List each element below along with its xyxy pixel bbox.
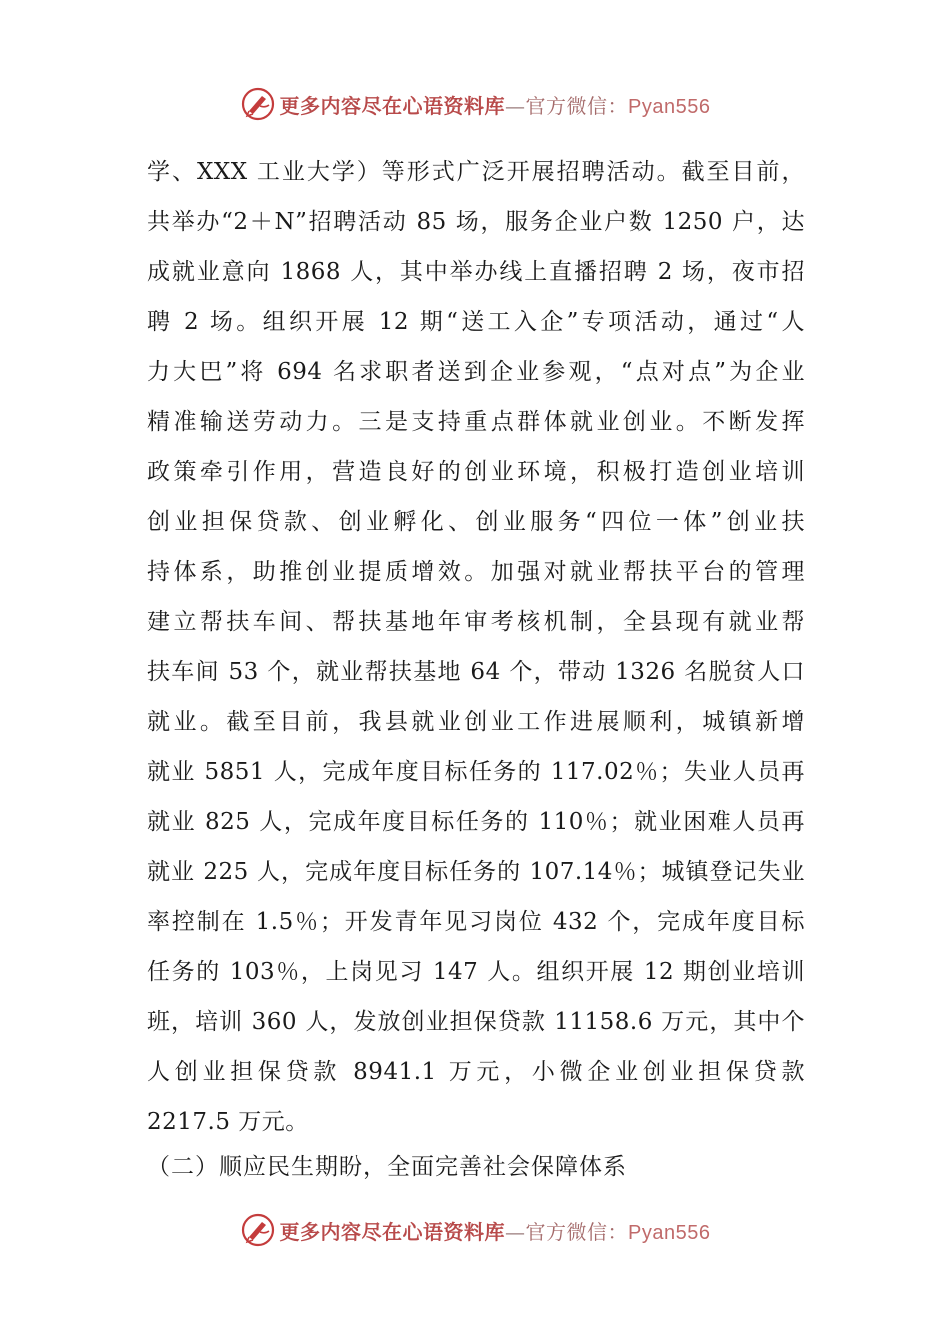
banner-site-name: 更多内容尽在心语资料库: [279, 93, 506, 118]
footer-watermark-banner: [0, 1210, 950, 1250]
body-line: 任务的 103％，上岗见习 147 人。组织开展 12 期创业培训: [147, 959, 805, 985]
banner-site-name: 更多内容尽在心语资料库: [279, 1219, 506, 1244]
body-line: 就业 825 人，完成年度目标任务的 110％；就业困难人员再: [147, 809, 805, 835]
body-line: 持体系，助推创业提质增效。加强对就业帮扶平台的管理: [147, 559, 805, 585]
body-line: 扶车间 53 个，就业帮扶基地 64 个，带动 1326 名脱贫人口: [147, 659, 805, 685]
body-line: 成就业意向 1868 人，其中举办线上直播招聘 2 场，夜市招: [147, 259, 805, 285]
header-watermark-banner: [0, 84, 950, 124]
body-line: 精准输送劳动力。三是支持重点群体就业创业。不断发挥: [147, 409, 805, 435]
body-line: 就业。截至目前，我县就业创业工作进展顺利，城镇新增: [147, 709, 805, 735]
body-line: 力大巴”将 694 名求职者送到企业参观，“点对点”为企业: [147, 359, 805, 385]
banner-dash: —: [505, 93, 526, 118]
section-heading: （二）顺应民生期盼，全面完善社会保障体系: [147, 1154, 627, 1180]
body-line: 班，培训 360 人，发放创业担保贷款 11158.6 万元，其中个: [147, 1009, 805, 1035]
body-line: 建立帮扶车间、帮扶基地年审考核机制，全县现有就业帮: [147, 609, 805, 635]
body-line: 率控制在 1.5％；开发青年见习岗位 432 个，完成年度目标: [147, 909, 805, 935]
pen-logo-icon: [240, 86, 276, 122]
banner-wechat-label: 官方微信：: [525, 1219, 629, 1244]
document-body: [147, 147, 805, 1147]
banner-dash: —: [505, 1219, 526, 1244]
body-line: 人创业担保贷款 8941.1 万元，小微企业创业担保贷款: [147, 1059, 805, 1085]
body-line: 学、XXX 工业大学）等形式广泛开展招聘活动。截至目前，: [147, 159, 805, 185]
banner-wechat-id: Pyan556: [628, 1221, 711, 1244]
banner-wechat-label: 官方微信：: [525, 93, 629, 118]
pen-logo-icon: [240, 1212, 276, 1248]
body-line: 就业 5851 人，完成年度目标任务的 117.02％；失业人员再: [147, 759, 805, 785]
body-line: 共举办“2＋N”招聘活动 85 场，服务企业户数 1250 户，达: [147, 209, 805, 235]
body-line: 政策牵引作用，营造良好的创业环境，积极打造创业培训: [147, 459, 805, 485]
body-line: 就业 225 人，完成年度目标任务的 107.14％；城镇登记失业: [147, 859, 805, 885]
body-line: 聘 2 场。组织开展 12 期“送工入企”专项活动，通过“人: [147, 309, 805, 335]
body-line: 2217.5 万元。: [147, 1109, 309, 1135]
body-line: 创业担保贷款、创业孵化、创业服务“四位一体”创业扶: [147, 509, 805, 535]
banner-wechat-id: Pyan556: [628, 95, 711, 118]
